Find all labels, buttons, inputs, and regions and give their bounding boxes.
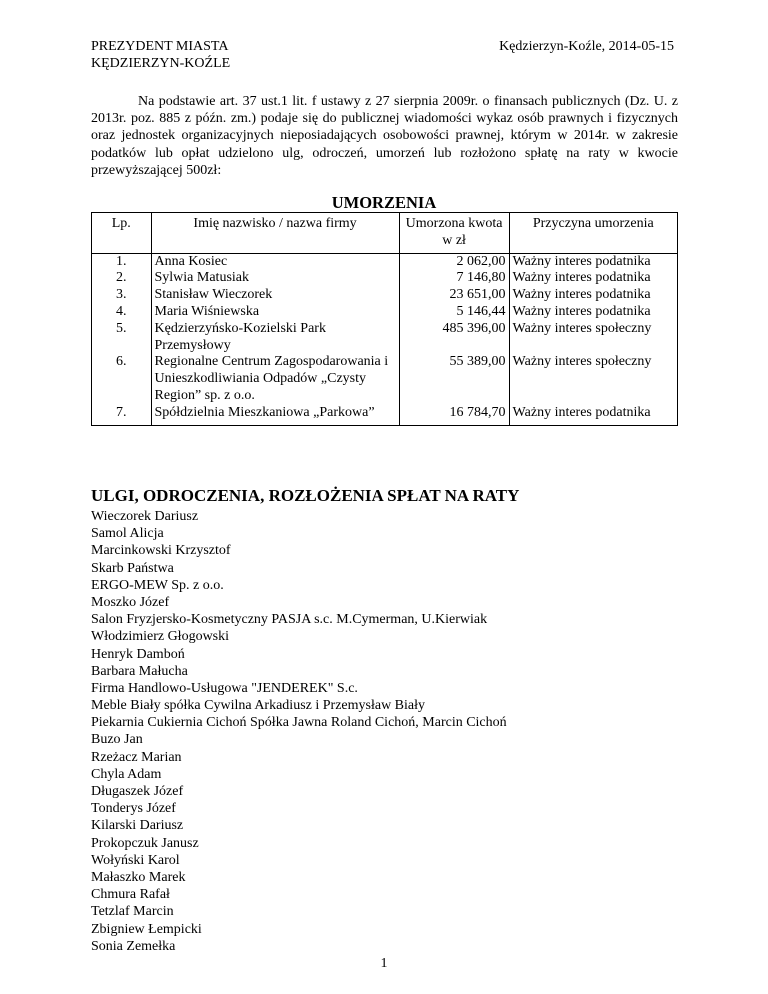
list-item: ERGO-MEW Sp. z o.o. — [91, 577, 224, 593]
list-item: Samol Alicja — [91, 526, 164, 542]
list-item: Tonderys Józef — [91, 801, 176, 817]
list-item: Moszko Józef — [91, 594, 170, 610]
row-reason: Ważny interes społeczny — [509, 354, 677, 404]
row-name: Kędzierzyńsko-Kozielski Park Przemysłowy — [151, 321, 399, 355]
intro-paragraph: Na podstawie art. 37 ust.1 lit. f ustawy z 27 sierpnia 2009r. o finansach publicznych (Dz. U. z 2013r. poz. 885 z późn. zm.) podaje się do publicznej wiadomości wykaz osób prawnych i fizycznych oraz jednostek organizacyjnych nieposiadających osobowości prawnej, którym w 2014r. w zakresie podatków lub opłat udzielono ulg, odroczeń, umorzeń lub rozłożono spłatę na raty w kwocie przewyższającej 500zł: — [91, 94, 678, 178]
page-number: 1 — [380, 956, 388, 971]
list-item: Włodzimierz Głogowski — [91, 629, 230, 645]
column-header-reason: Przyczyna umorzenia — [509, 213, 677, 254]
row-name: Regionalne Centrum Zagospodarowania i Unieszkodliwiania Odpadów „Czysty Region” sp. z o.o. — [151, 354, 399, 404]
row-amount: 55 389,00 — [399, 354, 509, 404]
row-amount: 7 146,80 — [399, 270, 509, 287]
row-reason: Ważny interes podatnika — [509, 287, 677, 304]
row-name: Anna Kosiec — [151, 253, 399, 270]
list-item: Barbara Małucha — [91, 663, 188, 679]
list-item: Długaszek Józef — [91, 784, 184, 799]
table-row — [92, 270, 678, 287]
place-and-date: Kędzierzyn-Koźle, 2014-05-15 — [499, 39, 674, 54]
list-item: Meble Biały spółka Cywilna Arkadiusz i Przemysław Biały — [91, 698, 426, 714]
row-amount: 23 651,00 — [399, 287, 509, 304]
table-row — [92, 321, 678, 355]
table-row — [92, 354, 678, 404]
table-header-row — [92, 213, 678, 254]
authority-line-1: PREZYDENT MIASTA — [91, 39, 229, 54]
list-item: Tetzlaf Marcin — [91, 904, 174, 920]
row-lp: 7. — [92, 405, 152, 425]
list-item: Salon Fryzjersko-Kosmetyczny PASJA s.c. M.Cymerman, U.Kierwiak — [91, 612, 488, 628]
table-row — [92, 304, 678, 321]
umorzenia-heading: UMORZENIA — [331, 193, 437, 212]
ulgi-heading: ULGI, ODROCZENIA, ROZŁOŻENIA SPŁAT NA RATY — [91, 486, 520, 505]
row-name: Maria Wiśniewska — [151, 304, 399, 321]
row-reason: Ważny interes podatnika — [509, 405, 677, 425]
list-item: Kilarski Dariusz — [91, 818, 184, 834]
row-reason: Ważny interes podatnika — [509, 253, 677, 270]
list-item: Małaszko Marek — [91, 869, 186, 885]
list-item: Marcinkowski Krzysztof — [91, 543, 231, 559]
authority-line-2: KĘDZIERZYN-KOŹLE — [91, 56, 231, 71]
row-amount: 5 146,44 — [399, 304, 509, 321]
umorzenia-table-body — [92, 253, 678, 425]
ulgi-name-list — [91, 508, 507, 955]
row-lp: 2. — [92, 270, 152, 287]
table-row — [92, 253, 678, 270]
list-item: Zbigniew Łempicki — [91, 921, 202, 937]
row-lp: 3. — [92, 287, 152, 304]
table-row — [92, 287, 678, 304]
list-item: Chmura Rafał — [91, 887, 170, 903]
row-amount: 16 784,70 — [399, 405, 509, 425]
list-item: Sonia Zemełka — [91, 938, 176, 954]
row-amount: 485 396,00 — [399, 321, 509, 355]
list-item: Wołyński Karol — [91, 852, 180, 868]
list-item: Chyla Adam — [91, 766, 162, 782]
list-item: Henryk Damboń — [91, 646, 185, 662]
table-row — [92, 405, 678, 425]
row-reason: Ważny interes podatnika — [509, 304, 677, 321]
issuing-authority — [91, 38, 230, 72]
row-lp: 4. — [92, 304, 152, 321]
row-reason: Ważny interes społeczny — [509, 321, 677, 355]
list-item: Skarb Państwa — [91, 560, 174, 576]
list-item: Buzo Jan — [91, 732, 143, 748]
column-header-lp: Lp. — [92, 213, 152, 254]
umorzenia-table — [91, 212, 678, 426]
list-item: Firma Handlowo-Usługowa "JENDEREK" S.c. — [91, 680, 358, 696]
column-header-amount: Umorzona kwota w zł — [399, 213, 509, 254]
list-item: Prokopczuk Janusz — [91, 835, 199, 851]
list-item: Piekarnia Cukiernia Cichoń Spółka Jawna Roland Cichoń, Marcin Cichoń — [91, 715, 507, 731]
row-name: Stanisław Wieczorek — [151, 287, 399, 304]
column-header-name: Imię nazwisko / nazwa firmy — [151, 213, 399, 254]
list-item: Rzeżacz Marian — [91, 749, 182, 765]
row-lp: 1. — [92, 253, 152, 270]
row-name: Sylwia Matusiak — [151, 270, 399, 287]
row-lp: 5. — [92, 321, 152, 355]
row-lp: 6. — [92, 354, 152, 404]
row-reason: Ważny interes podatnika — [509, 270, 677, 287]
row-name: Spółdzielnia Mieszkaniowa „Parkowa” — [151, 405, 399, 425]
row-amount: 2 062,00 — [399, 253, 509, 270]
list-item: Wieczorek Dariusz — [91, 509, 199, 524]
